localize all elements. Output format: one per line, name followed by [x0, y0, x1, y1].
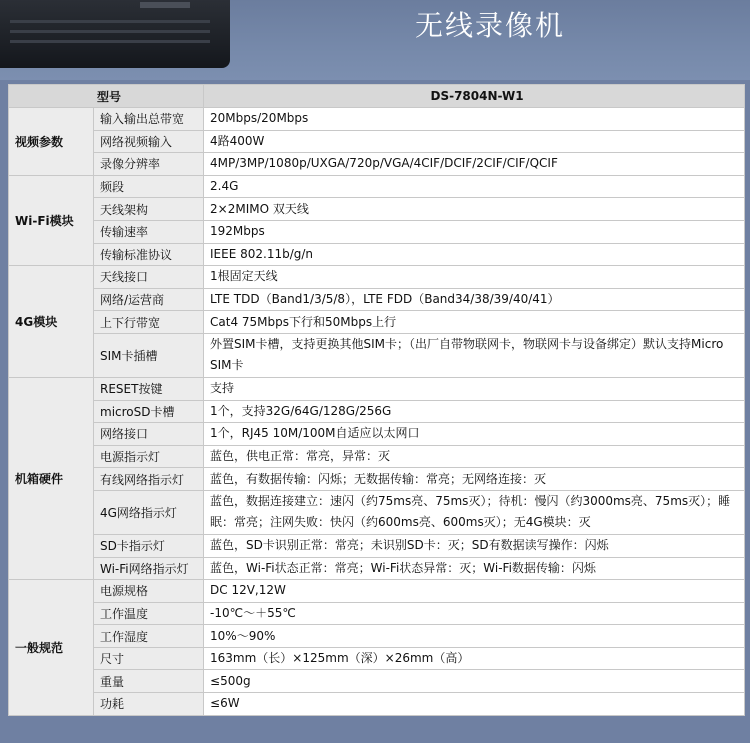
spec-name: microSD卡槽: [94, 400, 204, 423]
model-label: 型号: [9, 85, 204, 108]
spec-name: 工作温度: [94, 602, 204, 625]
spec-name: 电源规格: [94, 580, 204, 603]
device-logo: [140, 2, 190, 8]
category-cell: 视频参数: [9, 108, 94, 176]
spec-value: 4MP/3MP/1080p/UXGA/720p/VGA/4CIF/DCIF/2CIF/CIF/QCIF: [204, 153, 745, 176]
spec-value: LTE TDD（Band1/3/5/8），LTE FDD（Band34/38/39/40/41）: [204, 288, 745, 311]
model-value: DS-7804N-W1: [204, 85, 745, 108]
banner: [0, 0, 750, 80]
device-vent: [10, 40, 210, 43]
spec-name: 传输标准协议: [94, 243, 204, 266]
spec-name: 网络/运营商: [94, 288, 204, 311]
product-device-image: [0, 0, 230, 68]
table-row: [9, 108, 745, 131]
table-row: [9, 445, 745, 468]
spec-value: ≤6W: [204, 693, 745, 716]
spec-name: 功耗: [94, 693, 204, 716]
spec-name: 频段: [94, 175, 204, 198]
spec-value: 192Mbps: [204, 220, 745, 243]
table-row: [9, 130, 745, 153]
table-row: [9, 333, 745, 377]
spec-name: 输入输出总带宽: [94, 108, 204, 131]
spec-value: 外置SIM卡槽，支持更换其他SIM卡；（出厂自带物联网卡，物联网卡与设备绑定）默认支持Micro SIM卡: [204, 333, 745, 377]
spec-name: 天线接口: [94, 266, 204, 289]
spec-value: 1个，支持32G/64G/128G/256G: [204, 400, 745, 423]
table-row: [9, 311, 745, 334]
spec-value: 4路400W: [204, 130, 745, 153]
category-cell: 一般规范: [9, 580, 94, 716]
spec-name: 网络视频输入: [94, 130, 204, 153]
spec-name: SIM卡插槽: [94, 333, 204, 377]
spec-name: 电源指示灯: [94, 445, 204, 468]
category-cell: Wi-Fi模块: [9, 175, 94, 265]
spec-value: 163mm（长）×125mm（深）×26mm（高）: [204, 647, 745, 670]
table-row: [9, 288, 745, 311]
spec-name: 尺寸: [94, 647, 204, 670]
category-cell: 4G模块: [9, 266, 94, 378]
spec-name: 有线网络指示灯: [94, 468, 204, 491]
table-row: [9, 423, 745, 446]
spec-value: 1根固定天线: [204, 266, 745, 289]
spec-value: 20Mbps/20Mbps: [204, 108, 745, 131]
table-row: [9, 625, 745, 648]
table-row: [9, 468, 745, 491]
table-row: [9, 243, 745, 266]
table-row: [9, 220, 745, 243]
spec-value: 蓝色，数据连接建立：速闪（约75ms亮、75ms灭）；待机：慢闪（约3000ms亮、75ms灭）；睡眠：常亮；注网失败：快闪（约600ms亮、600ms灭）；无4G模块：灭: [204, 490, 745, 534]
table-row: [9, 580, 745, 603]
spec-table: [8, 84, 745, 716]
table-row: [9, 693, 745, 716]
spec-value: 2×2MIMO 双天线: [204, 198, 745, 221]
category-cell: 机箱硬件: [9, 377, 94, 579]
table-row: [9, 198, 745, 221]
spec-name: Wi-Fi网络指示灯: [94, 557, 204, 580]
spec-name: RESET按键: [94, 377, 204, 400]
table-row: [9, 266, 745, 289]
spec-value: DC 12V,12W: [204, 580, 745, 603]
table-row: [9, 175, 745, 198]
table-row: [9, 647, 745, 670]
page-title: 无线录像机: [414, 9, 565, 42]
spec-name: 工作湿度: [94, 625, 204, 648]
spec-value: -10℃～＋55℃: [204, 602, 745, 625]
spec-value: 10%～90%: [204, 625, 745, 648]
spec-name: 传输速率: [94, 220, 204, 243]
table-row: [9, 557, 745, 580]
table-row: [9, 534, 745, 557]
spec-name: 上下行带宽: [94, 311, 204, 334]
spec-value: 蓝色，有数据传输：闪烁；无数据传输：常亮；无网络连接：灭: [204, 468, 745, 491]
table-row: [9, 377, 745, 400]
spec-value: 蓝色，Wi-Fi状态正常：常亮；Wi-Fi状态异常：灭；Wi-Fi数据传输：闪烁: [204, 557, 745, 580]
spec-value: 蓝色，供电正常：常亮，异常：灭: [204, 445, 745, 468]
spec-value: ≤500g: [204, 670, 745, 693]
device-vent: [10, 20, 210, 23]
table-row: [9, 602, 745, 625]
spec-value: IEEE 802.11b/g/n: [204, 243, 745, 266]
spec-value: 2.4G: [204, 175, 745, 198]
table-row: [9, 490, 745, 534]
spec-name: 重量: [94, 670, 204, 693]
spec-name: SD卡指示灯: [94, 534, 204, 557]
spec-value: 蓝色，SD卡识别正常：常亮；未识别SD卡：灭；SD有数据读写操作：闪烁: [204, 534, 745, 557]
spec-value: Cat4 75Mbps下行和50Mbps上行: [204, 311, 745, 334]
spec-name: 天线架构: [94, 198, 204, 221]
spec-name: 网络接口: [94, 423, 204, 446]
device-vent: [10, 30, 210, 33]
spec-name: 录像分辨率: [94, 153, 204, 176]
table-row: [9, 670, 745, 693]
table-row: [9, 153, 745, 176]
spec-name: 4G网络指示灯: [94, 490, 204, 534]
spec-value: 1个，RJ45 10M/100M自适应以太网口: [204, 423, 745, 446]
spec-value: 支持: [204, 377, 745, 400]
table-row: [9, 400, 745, 423]
